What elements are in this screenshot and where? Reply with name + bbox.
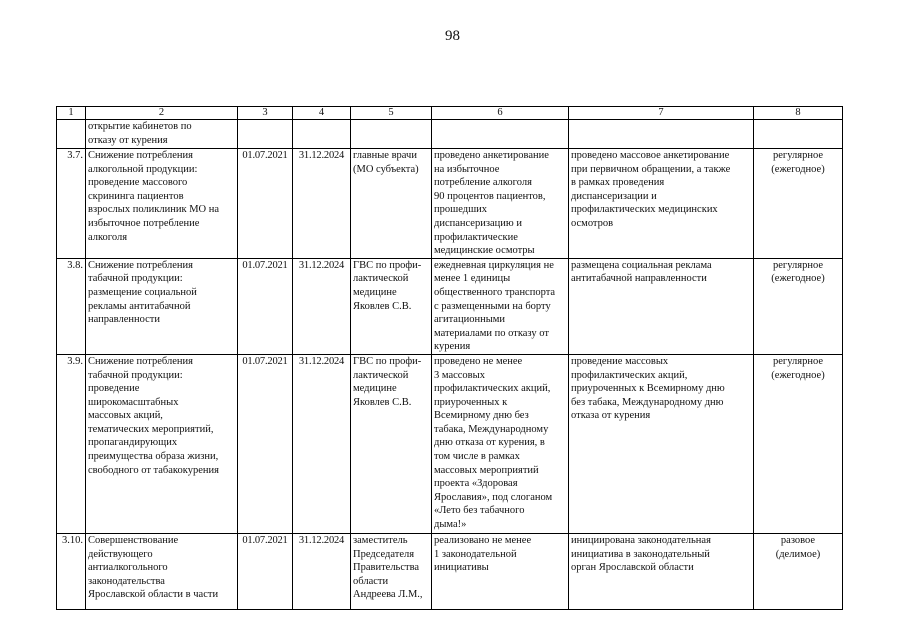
end-date: 31.12.2024 bbox=[293, 149, 351, 259]
responsible-person-line: области bbox=[353, 575, 389, 587]
measure-name-line: взрослых поликлиник МО на bbox=[88, 204, 220, 216]
indicator-text-line: материалами по отказу от bbox=[434, 327, 549, 339]
responsible-person-line: Яковлев С.В. bbox=[353, 300, 412, 312]
row-number bbox=[57, 120, 86, 149]
indicator-text-line: «Лето без табачного bbox=[434, 505, 525, 517]
periodicity-text bbox=[754, 354, 843, 533]
periodicity-text bbox=[754, 149, 843, 259]
measure-name bbox=[86, 533, 238, 609]
result-text-line: в рамках проведения bbox=[571, 177, 665, 189]
responsible-person bbox=[351, 354, 432, 533]
indicator-text-line: прошедших bbox=[434, 204, 488, 216]
measures-table bbox=[56, 106, 843, 610]
end-date: 31.12.2024 bbox=[293, 354, 351, 533]
result-text-line: приуроченных к Всемирному дню bbox=[571, 383, 725, 395]
start-date bbox=[238, 120, 293, 149]
start-date: 01.07.2021 bbox=[238, 149, 293, 259]
result-text-line: осмотров bbox=[571, 217, 614, 229]
measure-name-line: скрининга пациентов bbox=[88, 190, 184, 202]
indicator-text-line: на избыточное bbox=[434, 163, 500, 175]
result-text-line: орган Ярославской области bbox=[571, 562, 694, 574]
indicator-text bbox=[432, 533, 569, 609]
responsible-person bbox=[351, 120, 432, 149]
measure-name-line: Снижение потребления bbox=[88, 150, 193, 161]
measure-name-line: свободного от табакокурения bbox=[88, 464, 219, 476]
measure-name-line: отказу от курения bbox=[88, 134, 168, 146]
indicator-text-line: 90 процентов пациентов, bbox=[434, 190, 546, 202]
periodicity-text-line: (делимое) bbox=[775, 548, 821, 560]
responsible-person-line: ГВС по профи- bbox=[353, 259, 422, 271]
result-text bbox=[569, 533, 754, 609]
measure-name-line: табачной продукции: bbox=[88, 369, 183, 381]
row-number: 3.7. bbox=[57, 149, 86, 259]
indicator-text-line: проекта «Здоровая bbox=[434, 478, 518, 490]
measure-name-line: законодательства bbox=[88, 575, 165, 587]
column-number: 7 bbox=[569, 107, 754, 120]
result-text-line: инициирована законодательная bbox=[571, 534, 711, 546]
measure-name-line: проведение массового bbox=[88, 177, 188, 189]
measure-name-line: массовых акций, bbox=[88, 410, 163, 422]
column-number: 6 bbox=[432, 107, 569, 120]
measure-name-line: Ярославской области в части bbox=[88, 589, 219, 601]
measure-name-line: открытие кабинетов по bbox=[88, 121, 192, 132]
measure-name-line: рекламы антитабачной bbox=[88, 300, 191, 312]
indicator-text-line: с размещенными на борту bbox=[434, 300, 551, 312]
measure-name-line: табачной продукции: bbox=[88, 273, 183, 285]
indicator-text-line: агитационными bbox=[434, 314, 506, 326]
responsible-person bbox=[351, 533, 432, 609]
responsible-person-line: лактической bbox=[353, 273, 409, 285]
measure-name-line: действующего bbox=[88, 548, 153, 560]
indicator-text-line: дню отказа от курения, в bbox=[434, 437, 545, 449]
indicator-text-line: том числе в рамках bbox=[434, 451, 520, 463]
column-number: 8 bbox=[754, 107, 843, 120]
result-text-line: проведение массовых bbox=[571, 355, 669, 367]
result-text-line: профилактических акций, bbox=[571, 369, 688, 381]
result-text-line: проведено массовое анкетирование bbox=[571, 150, 730, 161]
indicator-text-line: ежедневная циркуляция не bbox=[434, 259, 554, 271]
end-date bbox=[293, 120, 351, 149]
result-text bbox=[569, 258, 754, 354]
measure-name-line: алкоголя bbox=[88, 231, 128, 243]
indicator-text bbox=[432, 354, 569, 533]
row-number: 3.9. bbox=[57, 354, 86, 533]
responsible-person-line: Председателя bbox=[353, 548, 415, 560]
measure-name-line: алкогольной продукции: bbox=[88, 163, 198, 175]
result-text-line: при первичном обращении, а также bbox=[571, 163, 731, 175]
result-text bbox=[569, 354, 754, 533]
indicator-text-line: массовых мероприятий bbox=[434, 464, 539, 476]
measure-name-line: направленности bbox=[88, 314, 161, 326]
result-text-line: диспансеризации и bbox=[571, 190, 657, 202]
indicator-text-line: диспансеризацию и bbox=[434, 217, 522, 229]
responsible-person-line: медицине bbox=[353, 286, 397, 298]
table-row bbox=[57, 533, 843, 609]
measure-name-line: избыточное потребление bbox=[88, 217, 200, 229]
periodicity-text-line: регулярное bbox=[773, 259, 823, 271]
column-number: 4 bbox=[293, 107, 351, 120]
measure-name bbox=[86, 354, 238, 533]
column-number: 5 bbox=[351, 107, 432, 120]
indicator-text-line: курения bbox=[434, 341, 471, 353]
row-number: 3.10. bbox=[57, 533, 86, 609]
measure-name-line: преимущества образа жизни, bbox=[88, 451, 219, 463]
result-text-line: инициатива в законодательный bbox=[571, 548, 710, 560]
measure-name bbox=[86, 120, 238, 149]
result-text-line: профилактических медицинских bbox=[571, 204, 718, 216]
indicator-text-line: Ярославия», под слоганом bbox=[434, 491, 553, 503]
table-row bbox=[57, 120, 843, 149]
measure-name-line: проведение bbox=[88, 383, 140, 395]
indicator-text-line: менее 1 единицы bbox=[434, 273, 511, 285]
periodicity-text-line: регулярное bbox=[773, 150, 823, 161]
periodicity-text bbox=[754, 120, 843, 149]
table-row bbox=[57, 149, 843, 259]
periodicity-text-line: (ежегодное) bbox=[771, 369, 825, 381]
indicator-text-line: инициативы bbox=[434, 562, 489, 574]
indicator-text-line: проведено не менее bbox=[434, 355, 523, 367]
measure-name-line: Снижение потребления bbox=[88, 259, 193, 271]
start-date: 01.07.2021 bbox=[238, 533, 293, 609]
column-numbers-row bbox=[57, 107, 843, 120]
indicator-text-line: табака, Международному bbox=[434, 423, 549, 435]
column-number: 2 bbox=[86, 107, 238, 120]
periodicity-text bbox=[754, 258, 843, 354]
responsible-person bbox=[351, 258, 432, 354]
responsible-person-line: медицине bbox=[353, 383, 397, 395]
measure-name-line: Совершенствование bbox=[88, 534, 179, 546]
measure-name-line: Снижение потребления bbox=[88, 355, 193, 367]
responsible-person-line: Андреева Л.М., bbox=[353, 589, 423, 601]
responsible-person-line: заместитель bbox=[353, 534, 408, 546]
measure-name-line: антиалкогольного bbox=[88, 562, 168, 574]
measure-name bbox=[86, 258, 238, 354]
result-text bbox=[569, 120, 754, 149]
end-date: 31.12.2024 bbox=[293, 533, 351, 609]
measure-name bbox=[86, 149, 238, 259]
responsible-person-line: лактической bbox=[353, 369, 409, 381]
indicator-text-line: приуроченных к bbox=[434, 396, 508, 408]
start-date: 01.07.2021 bbox=[238, 258, 293, 354]
result-text-line: отказа от курения bbox=[571, 410, 651, 422]
periodicity-text-line: разовое bbox=[780, 534, 816, 546]
indicator-text bbox=[432, 120, 569, 149]
periodicity-text-line: (ежегодное) bbox=[771, 273, 825, 285]
responsible-person-line: Яковлев С.В. bbox=[353, 396, 412, 408]
table-row bbox=[57, 258, 843, 354]
result-text-line: размещена социальная реклама bbox=[571, 259, 712, 271]
indicator-text-line: проведено анкетирование bbox=[434, 150, 549, 161]
indicator-text-line: дыма!» bbox=[434, 519, 467, 531]
periodicity-text-line: регулярное bbox=[773, 355, 823, 367]
result-text-line: антитабачной направленности bbox=[571, 273, 707, 285]
indicator-text-line: медицинские осмотры bbox=[434, 245, 535, 257]
column-number: 3 bbox=[238, 107, 293, 120]
indicator-text-line: профилактических акций, bbox=[434, 383, 551, 395]
measure-name-line: размещение социальной bbox=[88, 286, 197, 298]
indicator-text-line: Всемирному дню без bbox=[434, 410, 529, 422]
row-number: 3.8. bbox=[57, 258, 86, 354]
indicator-text-line: профилактические bbox=[434, 231, 518, 243]
indicator-text bbox=[432, 149, 569, 259]
result-text-line: без табака, Международному дню bbox=[571, 396, 724, 408]
indicator-text bbox=[432, 258, 569, 354]
periodicity-text-line: (ежегодное) bbox=[771, 163, 825, 175]
measure-name-line: широкомасштабных bbox=[88, 396, 179, 408]
measure-name-line: тематических мероприятий, bbox=[88, 423, 214, 435]
table-row bbox=[57, 354, 843, 533]
column-number: 1 bbox=[57, 107, 86, 120]
measure-name-line: пропагандирующих bbox=[88, 437, 178, 449]
indicator-text-line: реализовано не менее bbox=[434, 534, 532, 546]
page-number: 98 bbox=[445, 28, 460, 44]
periodicity-text bbox=[754, 533, 843, 609]
responsible-person-line: Правительства bbox=[353, 562, 420, 574]
end-date: 31.12.2024 bbox=[293, 258, 351, 354]
indicator-text-line: потребление алкоголя bbox=[434, 177, 532, 189]
start-date: 01.07.2021 bbox=[238, 354, 293, 533]
responsible-person-line: главные врачи bbox=[353, 150, 417, 161]
indicator-text-line: 1 законодательной bbox=[434, 548, 517, 560]
result-text bbox=[569, 149, 754, 259]
responsible-person bbox=[351, 149, 432, 259]
indicator-text-line: 3 массовых bbox=[434, 369, 485, 381]
indicator-text-line: общественного транспорта bbox=[434, 286, 556, 298]
responsible-person-line: ГВС по профи- bbox=[353, 355, 422, 367]
responsible-person-line: (МО субъекта) bbox=[353, 163, 419, 175]
